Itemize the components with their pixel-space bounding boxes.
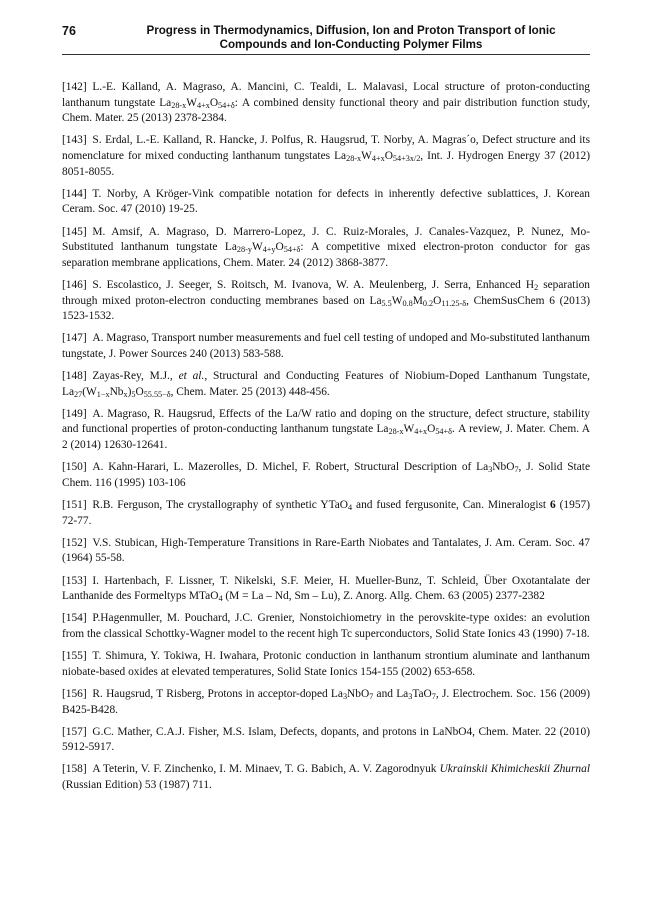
reference-entry xyxy=(62,80,590,127)
reference-entry xyxy=(62,133,590,180)
reference-text: V.S. Stubican, High-Temperature Transitions in Rare-Earth Niobates and Tantalates, J. Am. Ceram. Soc. 47 (1964) 55-58. xyxy=(62,536,590,565)
reference-number: [158] xyxy=(62,763,87,776)
reference-entry xyxy=(62,762,590,793)
reference-text: R.B. Ferguson, The crystallography of synthetic YTaO$_4$ and fused fergusonite, Can. Mineralogist 6 (1957) 72-77. xyxy=(62,499,591,527)
running-title-line-1: Progress in Thermodynamics, Diffusion, Ion and Proton Transport of Ionic xyxy=(146,24,556,37)
reference-number: [144] xyxy=(62,187,87,200)
reference-text: G.C. Mather, C.A.J. Fisher, M.S. Islam, Defects, dopants, and protons in LaNbO4, Chem. Mater. 22 (2010) 5912-5917. xyxy=(62,725,590,754)
reference-text: P.Hagenmuller, M. Pouchard, J.C. Grenier, Nonstoichiometry in the perovskite-type oxides: an evolution from the classical Schottky-Wagner model to the recent high Tc superconductors, Solid State Ionics 43 (1990) 7-18. xyxy=(62,612,590,640)
reference-number: [142] xyxy=(62,81,87,93)
reference-text: I. Hartenbach, F. Lissner, T. Nikelski, S.F. Meier, H. Mueller-Bunz, T. Schleid, Über Oxotantalate der Lanthanide des Formeltyps MTaO$_4$ (M = La – Nd, Sm – Lu), Z. Anorg. Allg. Chem. 63 (2005) 2377-2382 xyxy=(62,574,590,604)
reference-entry xyxy=(62,369,590,400)
reference-text: M. Amsif, A. Magraso, D. Marrero-Lopez, J. C. Ruiz-Morales, J. Canales-Vazquez, P. Nunez, Mo-Substituted lanthanum tungstate $La_{28-y}W_{4+y}O_{54+\delta}$: A competitive mixed electron-proton conductor for gas separation membrane applications, Chem. Mater. 24 (2012) 3868-3877. xyxy=(62,225,590,269)
reference-entry xyxy=(62,225,590,272)
reference-number: [151] xyxy=(62,499,87,511)
reference-entry xyxy=(62,407,590,454)
reference-number: [155] xyxy=(62,650,87,663)
reference-number: [146] xyxy=(62,278,87,291)
reference-entry xyxy=(62,278,590,325)
reference-entry xyxy=(62,460,590,491)
reference-number: [156] xyxy=(62,687,87,700)
reference-text: T. Shimura, Y. Tokiwa, H. Iwahara, Protonic conduction in lanthanum strontium aluminate and lanthanum niobate-based oxides at elevated temperatures, Solid State Ionics 154-155 (2002) 653-658. xyxy=(62,650,590,678)
reference-entry xyxy=(62,536,590,567)
reference-number: [154] xyxy=(62,612,87,625)
reference-text: S. Escolastico, J. Seeger, S. Roitsch, M. Ivanova, W. A. Meulenberg, J. Serra, Enhanced $H_2$ separation through mixed proton-electron conducting membranes based on $La_{5.5}W_{0.8}M_{0.2}O_{11.25-\delta}$, ChemSusChem 6 (2013) 1523-1532. xyxy=(62,278,590,323)
reference-entry xyxy=(62,331,590,362)
reference-text: R. Haugsrud, T Risberg, Protons in acceptor-doped $La_3NbO_7$ and $La_3TaO_7$, J. Electrochem. Soc. 156 (2009) B425-B428. xyxy=(62,687,591,716)
reference-entry xyxy=(62,574,590,605)
reference-number: [145] xyxy=(62,225,87,238)
reference-text: A. Magraso, Transport number measurements and fuel cell testing of undoped and Mo-substituted lanthanum tungstate, J. Power Sources 240 (2013) 583-588. xyxy=(62,332,591,360)
reference-entry xyxy=(62,187,590,218)
reference-entry xyxy=(62,649,590,680)
reference-text: A. Kahn-Harari, L. Mazerolles, D. Michel, F. Robert, Structural Description of $La_3NbO_7$, J. Solid State Chem. 116 (1995) 103-106 xyxy=(62,461,590,489)
reference-number: [157] xyxy=(62,725,87,738)
reference-entry xyxy=(62,611,590,642)
reference-text: A Teterin, V. F. Zinchenko, I. M. Minaev, T. G. Babich, A. V. Zagorodnyuk Ukrainskii Khimicheskii Zhurnal (Russian Edition) 53 (1987) 711. xyxy=(62,763,590,792)
reference-text: T. Norby, A Kröger-Vink compatible notation for defects in inherently defective sublattices, J. Korean Ceram. Soc. 47 (2010) 19-25. xyxy=(62,187,590,216)
reference-number: [148] xyxy=(62,370,87,383)
reference-entry xyxy=(62,725,590,756)
reference-number: [152] xyxy=(62,536,87,549)
running-title xyxy=(112,24,590,52)
reference-entry xyxy=(62,687,590,718)
reference-entry xyxy=(62,498,590,529)
reference-number: [147] xyxy=(62,332,87,345)
reference-text: S. Erdal, L.-E. Kalland, R. Hancke, J. Polfus, R. Haugsrud, T. Norby, A. Magras´o, Defect structure and its nomenclature for mixed conducting lanthanum tungstates $La_{28-x}W_{4+x}O_{54+3x/2}$, Int. J. Hydrogen Energy 37 (2012) 8051-8055. xyxy=(62,134,591,178)
running-title-line-2: Compounds and Ion-Conducting Polymer Films xyxy=(219,38,483,51)
reference-text: Zayas-Rey, M.J., et al., Structural and Conducting Features of Niobium-Doped Lanthanum Tungstate, $La_{27}(W_{1-x}Nb_x)_5O_{55.55-\delta}$, Chem. Mater. 25 (2013) 448-456. xyxy=(62,370,590,399)
reference-list xyxy=(62,80,590,800)
reference-number: [149] xyxy=(62,407,87,420)
reference-text: A. Magraso, R. Haugsrud, Effects of the La/W ratio and doping on the structure, defect structure, stability and functional properties of proton-conducting lanthanum tungstate $La_{28-x}W_{4+x}O_{54+\delta}$. A review, J. Mater. Chem. A 2 (2014) 12630-12641. xyxy=(62,407,590,452)
reference-text: L.-E. Kalland, A. Magraso, A. Mancini, C. Tealdi, L. Malavasi, Local structure of proton-conducting lanthanum tungstate $La_{28-x}W_{4+x}O_{54+\delta}$: A combined density functional theory and pair distribution function study, Chem. Mater. 25 (2013) 2378-2384. xyxy=(62,81,590,125)
reference-number: [143] xyxy=(62,134,87,147)
page-number: 76 xyxy=(62,24,76,38)
reference-number: [153] xyxy=(62,574,87,587)
reference-number: [150] xyxy=(62,461,87,474)
page-header xyxy=(62,24,590,55)
